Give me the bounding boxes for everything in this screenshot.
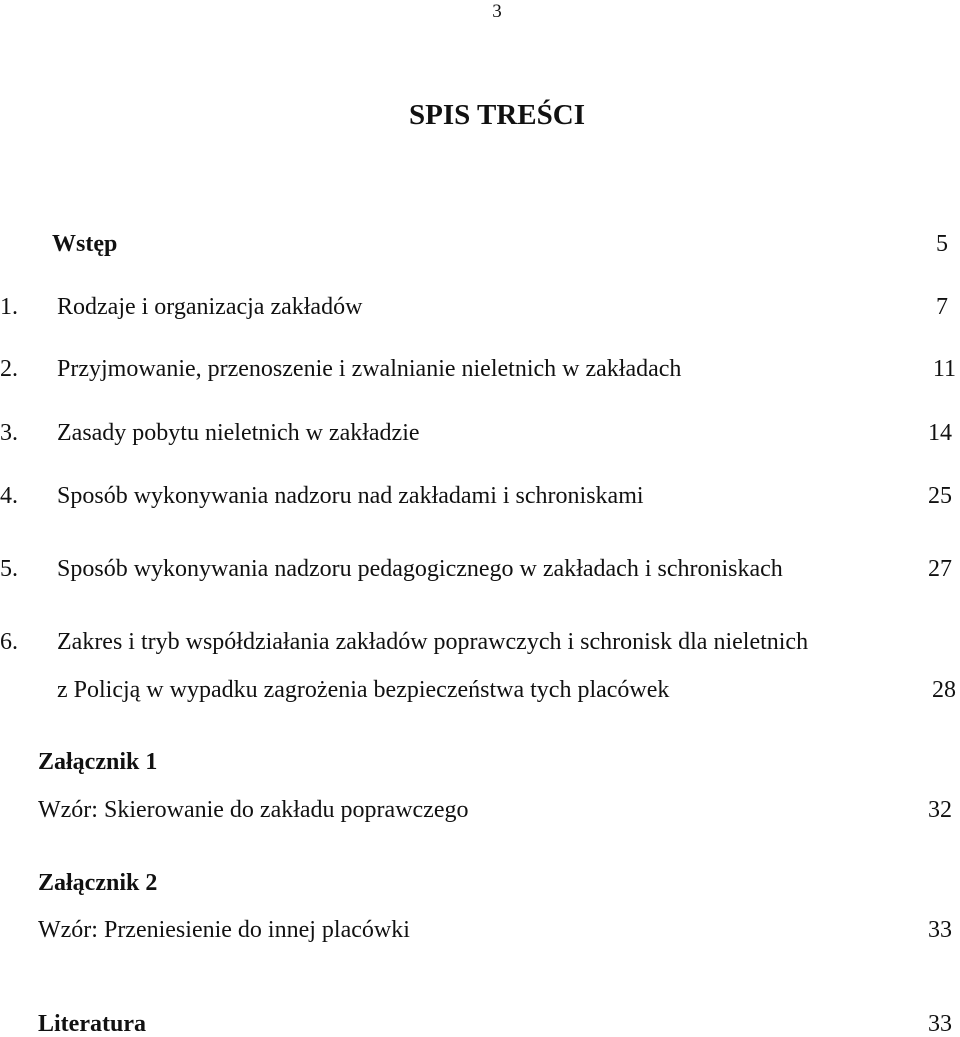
toc-chapter-6-label: Zakres i tryb współdziałania zakładów poprawczych i schronisk dla nieletnich	[57, 629, 809, 655]
toc-chapter-4-label: Sposób wykonywania nadzoru nad zakładami i schroniskami	[57, 483, 644, 509]
toc-appendix-2-label: Wzór: Przeniesienie do innej placówki	[38, 917, 410, 943]
toc-appendix-2-page: 33	[928, 917, 952, 943]
page-number: 3	[492, 1, 502, 22]
toc-chapter-2-page: 11	[932, 356, 956, 382]
toc-intro-page: 5	[936, 231, 948, 257]
toc-chapter-3-index: 3.	[0, 420, 18, 446]
toc-chapter-2-index: 2.	[0, 356, 18, 382]
toc-chapter-5-index: 5.	[0, 556, 18, 582]
toc-chapter-1-page: 7	[936, 294, 948, 320]
toc-chapter-6-page: 28	[932, 677, 956, 703]
toc-appendix-2-heading: Załącznik 2	[38, 870, 158, 896]
toc-appendix-1-label: Wzór: Skierowanie do zakładu poprawczego	[38, 797, 469, 823]
toc-intro-label: Wstęp	[52, 231, 118, 257]
toc-chapter-1-label: Rodzaje i organizacja zakładów	[57, 294, 363, 320]
toc-literature-label: Literatura	[38, 1011, 146, 1037]
toc-chapter-2-label: Przyjmowanie, przenoszenie i zwalnianie nieletnich w zakładach	[57, 356, 682, 382]
toc-chapter-6-index: 6.	[0, 629, 18, 655]
toc-chapter-6-label-line2: z Policją w wypadku zagrożenia bezpieczeństwa tych placówek	[57, 677, 670, 703]
toc-appendix-1-heading: Załącznik 1	[38, 749, 158, 775]
toc-literature-page: 33	[928, 1011, 952, 1037]
toc-chapter-4-index: 4.	[0, 483, 18, 509]
toc-chapter-3-page: 14	[928, 420, 952, 446]
toc-chapter-5-page: 27	[928, 556, 952, 582]
toc-chapter-1-index: 1.	[0, 294, 18, 320]
toc-chapter-4-page: 25	[928, 483, 952, 509]
toc-chapter-3-label: Zasady pobytu nieletnich w zakładzie	[57, 420, 420, 446]
page-title: SPIS TREŚCI	[409, 99, 585, 131]
toc-appendix-1-page: 32	[928, 797, 952, 823]
toc-chapter-5-label: Sposób wykonywania nadzoru pedagogicznego w zakładach i schroniskach	[57, 556, 783, 582]
